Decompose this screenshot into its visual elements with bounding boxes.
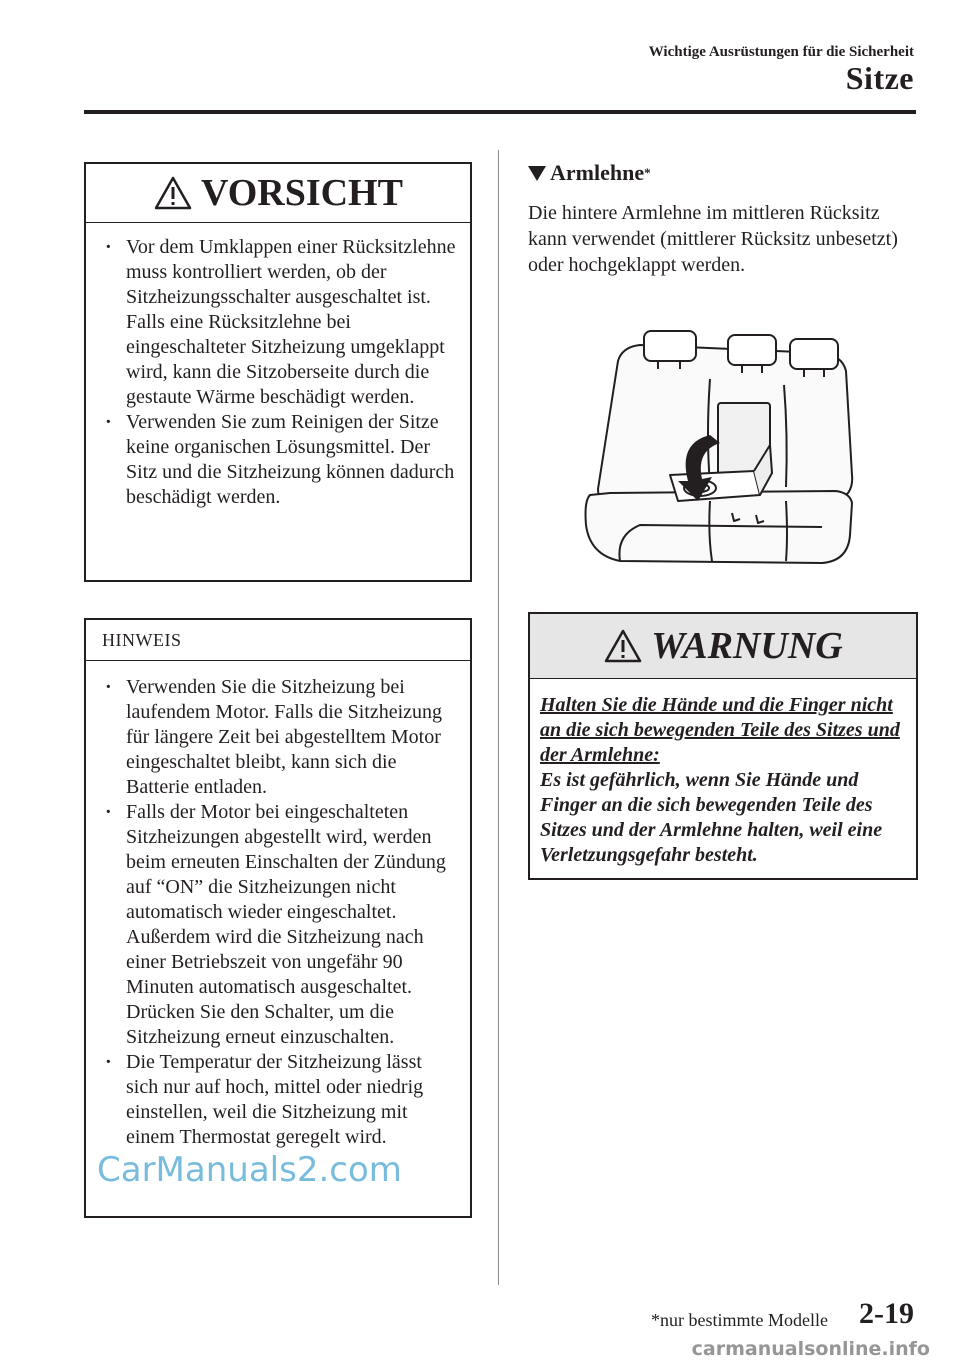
note-box xyxy=(84,618,472,1218)
armrest-heading-text: Armlehne xyxy=(550,160,645,185)
watermark-right: carmanualsonline.info xyxy=(691,1338,930,1360)
armrest-heading xyxy=(528,160,651,186)
warning-triangle-icon xyxy=(153,175,193,211)
header-section-label: Wichtige Ausrüstungen für die Sicherheit xyxy=(648,44,914,60)
warning-triangle-icon xyxy=(603,628,643,664)
note-header xyxy=(86,620,470,661)
armrest-text: Die hintere Armlehne im mittleren Rücksitz kann verwendet (mittlerer Rücksitz unbesetzt) oder hochgeklappt werden. xyxy=(528,202,898,276)
rear-seat-armrest-illustration xyxy=(560,325,880,585)
page-number: 2-19 xyxy=(859,1297,914,1330)
section-marker-icon xyxy=(528,166,546,181)
caution-item: · Vor dem Umklappen einer Rücksitzlehne muss kontrolliert werden, ob der Sitzheizungsschalter ausgeschaltet ist. Falls eine Rücksitzlehne bei eingeschalteter Sitzheizung umgeklappt wird, kann die Sitzoberseite durch die gestaute Wärme beschädigt werden. xyxy=(122,235,456,410)
caution-item: · Verwenden Sie zum Reinigen der Sitze keine organischen Lösungsmittel. Der Sitz und die Sitzheizung können dadurch beschädigt werden. xyxy=(122,410,456,510)
watermark-left: CarManuals2.com xyxy=(97,1150,402,1190)
note-item: · Falls der Motor bei eingeschalteten Sitzheizungen abgestellt wird, werden beim erneuten Einschalten der Zündung auf “ON” die Sitzheizungen nicht automatisch wieder eingeschaltet. Außerdem wird die Sitzheizung nach einer Betriebszeit von ungefähr 90 Minuten automatisch ausgeschaltet. Drücken Sie den Schalter, um die Sitzheizung erneut einzuschalten. xyxy=(122,800,456,1050)
footer-note: *nur bestimmte Modelle xyxy=(651,1310,828,1330)
note-item: · Die Temperatur der Sitzheizung lässt sich nur auf hoch, mittel oder niedrig einstellen, weil die Sitzheizung mit einem Thermostat geregelt wird. xyxy=(122,1050,456,1150)
header-rule xyxy=(84,110,916,114)
caution-box xyxy=(84,162,472,582)
warning-box xyxy=(528,612,918,880)
warning-body: Es ist gefährlich, wenn Sie Hände und Finger an die sich bewegenden Teile des Sitzes und der Armlehne halten, weil eine Verletzungsgefahr besteht. xyxy=(540,769,883,866)
warning-title: WARNUNG xyxy=(651,625,843,667)
note-item: · Verwenden Sie die Sitzheizung bei laufendem Motor. Falls die Sitzheizung für längere Zeit bei abgestelltem Motor eingeschaltet bleibt, kann sich die Batterie entladen. xyxy=(122,675,456,800)
warning-header xyxy=(530,614,916,679)
page-title: Sitze xyxy=(845,60,914,96)
caution-header xyxy=(86,164,470,223)
warning-lead: Halten Sie die Hände und die Finger nicht an die sich bewegenden Teile des Sitzes und der Armlehne: xyxy=(540,694,900,766)
caution-title: VORSICHT xyxy=(201,172,403,214)
note-title: HINWEIS xyxy=(102,629,182,650)
caution-list xyxy=(122,235,456,510)
column-divider xyxy=(498,150,499,1285)
note-list xyxy=(122,675,456,1150)
asterisk-mark: * xyxy=(644,165,651,180)
